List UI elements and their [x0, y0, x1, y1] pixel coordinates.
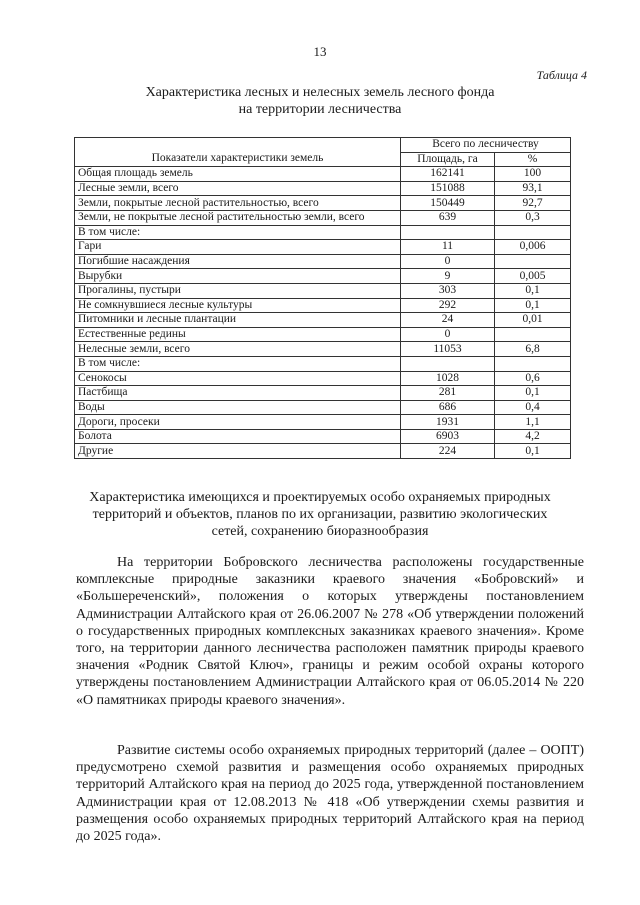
- land-characteristics-table: [74, 137, 571, 459]
- table-title-line-1: Характеристика лесных и нелесных земель лесного фонда: [145, 85, 495, 100]
- row-percent-cell: [495, 254, 571, 269]
- table-caption: Таблица 4: [536, 68, 587, 82]
- table-row: [75, 371, 571, 386]
- table-row: [75, 400, 571, 415]
- row-name-cell: Естественные редины: [75, 327, 401, 342]
- row-percent-cell: [495, 225, 571, 240]
- row-percent-cell: 0,1: [495, 386, 571, 401]
- row-percent-cell: 6,8: [495, 342, 571, 357]
- table-row: [75, 342, 571, 357]
- header-area: Площадь, га: [401, 152, 495, 167]
- row-area-cell: 1028: [401, 371, 495, 386]
- row-name-cell: В том числе:: [75, 225, 401, 240]
- row-area-cell: 9: [401, 269, 495, 284]
- row-name-cell: Не сомкнувшиеся лесные культуры: [75, 298, 401, 313]
- row-name-cell: Сенокосы: [75, 371, 401, 386]
- header-percent: %: [495, 152, 571, 167]
- table-row: [75, 167, 571, 182]
- row-percent-cell: 4,2: [495, 429, 571, 444]
- row-percent-cell: 0,3: [495, 210, 571, 225]
- row-area-cell: 292: [401, 298, 495, 313]
- row-area-cell: 639: [401, 210, 495, 225]
- row-percent-cell: 0,005: [495, 269, 571, 284]
- table-row: [75, 283, 571, 298]
- row-percent-cell: [495, 327, 571, 342]
- table-title: [0, 84, 640, 118]
- header-indicator: Показатели характеристики земель: [75, 138, 401, 167]
- row-area-cell: 0: [401, 327, 495, 342]
- row-area-cell: 1931: [401, 415, 495, 430]
- row-percent-cell: 0,01: [495, 313, 571, 328]
- row-area-cell: 686: [401, 400, 495, 415]
- table-row: [75, 240, 571, 255]
- table-row: [75, 327, 571, 342]
- row-name-cell: Вырубки: [75, 269, 401, 284]
- row-name-cell: Дороги, просеки: [75, 415, 401, 430]
- table-row: [75, 210, 571, 225]
- row-percent-cell: 0,4: [495, 400, 571, 415]
- row-percent-cell: 0,6: [495, 371, 571, 386]
- table-row: [75, 225, 571, 240]
- table-row: [75, 254, 571, 269]
- header-total: Всего по лесничеству: [401, 138, 571, 153]
- row-percent-cell: 0,1: [495, 298, 571, 313]
- row-name-cell: Лесные земли, всего: [75, 181, 401, 196]
- row-name-cell: Другие: [75, 444, 401, 459]
- table-row: [75, 313, 571, 328]
- row-name-cell: Погибшие насаждения: [75, 254, 401, 269]
- paragraph-oopt-development: Развитие системы особо охраняемых природных территорий (далее – ООПТ) предусмотрено схемой развития и размещения особо охраняемых природных территорий Алтайского края на период до 2025 года, утвержденной постановлением Администрации края от 12.08.2013 № 418 «Об утверждении схемы развития и размещения особо охраняемых природных территорий Алтайского края на период до 2025 года».: [76, 743, 584, 845]
- row-percent-cell: [495, 356, 571, 371]
- row-area-cell: [401, 356, 495, 371]
- row-area-cell: [401, 225, 495, 240]
- row-area-cell: 24: [401, 313, 495, 328]
- section-title-line-1: Характеристика имеющихся и проектируемых особо охраняемых природных: [89, 490, 551, 505]
- paragraph-protected-areas: На территории Бобровского лесничества расположены государственные комплексные природные заказники краевого значения «Бобровский» и «Большереченский», положения о которых утверждены постановлением Администрации Алтайского края от 26.06.2007 № 278 «Об утверждении положений о государственных природных комплексных заказниках краевого значения». Кроме того, на территории данного лесничества расположен памятник природы краевого значения «Родник Святой Ключ», границы и режим особой охраны которого утверждены постановлением Администрации Алтайского края от 06.05.2014 № 220 «О памятниках природы краевого значения».: [76, 555, 584, 708]
- section-title-line-2: территорий и объектов, планов по их организации, развитию экологических: [92, 507, 548, 522]
- section-title-line-3: сетей, сохранению биоразнообразия: [211, 524, 429, 539]
- row-name-cell: Болота: [75, 429, 401, 444]
- row-area-cell: 303: [401, 283, 495, 298]
- table-row: [75, 196, 571, 211]
- table-body: [75, 167, 571, 459]
- row-name-cell: В том числе:: [75, 356, 401, 371]
- row-area-cell: 11053: [401, 342, 495, 357]
- table-row: [75, 181, 571, 196]
- row-name-cell: Земли, не покрытые лесной растительностью земли, всего: [75, 210, 401, 225]
- row-name-cell: Нелесные земли, всего: [75, 342, 401, 357]
- row-area-cell: 6903: [401, 429, 495, 444]
- table-header-row: [75, 138, 571, 153]
- row-area-cell: 11: [401, 240, 495, 255]
- row-area-cell: 162141: [401, 167, 495, 182]
- row-area-cell: 150449: [401, 196, 495, 211]
- row-percent-cell: 0,006: [495, 240, 571, 255]
- row-name-cell: Пастбища: [75, 386, 401, 401]
- table-row: [75, 429, 571, 444]
- table-row: [75, 356, 571, 371]
- row-name-cell: Гари: [75, 240, 401, 255]
- row-percent-cell: 0,1: [495, 444, 571, 459]
- row-percent-cell: 92,7: [495, 196, 571, 211]
- table-row: [75, 269, 571, 284]
- page-number: 13: [313, 44, 327, 59]
- row-area-cell: 0: [401, 254, 495, 269]
- table-row: [75, 298, 571, 313]
- table-row: [75, 444, 571, 459]
- row-percent-cell: 0,1: [495, 283, 571, 298]
- row-area-cell: 224: [401, 444, 495, 459]
- row-name-cell: Земли, покрытые лесной растительностью, всего: [75, 196, 401, 211]
- row-percent-cell: 1,1: [495, 415, 571, 430]
- row-area-cell: 151088: [401, 181, 495, 196]
- table-row: [75, 386, 571, 401]
- row-name-cell: Воды: [75, 400, 401, 415]
- row-name-cell: Общая площадь земель: [75, 167, 401, 182]
- section-title: [60, 489, 580, 540]
- table-row: [75, 415, 571, 430]
- row-name-cell: Питомники и лесные плантации: [75, 313, 401, 328]
- row-area-cell: 281: [401, 386, 495, 401]
- row-name-cell: Прогалины, пустыри: [75, 283, 401, 298]
- table-title-line-2: на территории лесничества: [238, 102, 402, 117]
- row-percent-cell: 93,1: [495, 181, 571, 196]
- row-percent-cell: 100: [495, 167, 571, 182]
